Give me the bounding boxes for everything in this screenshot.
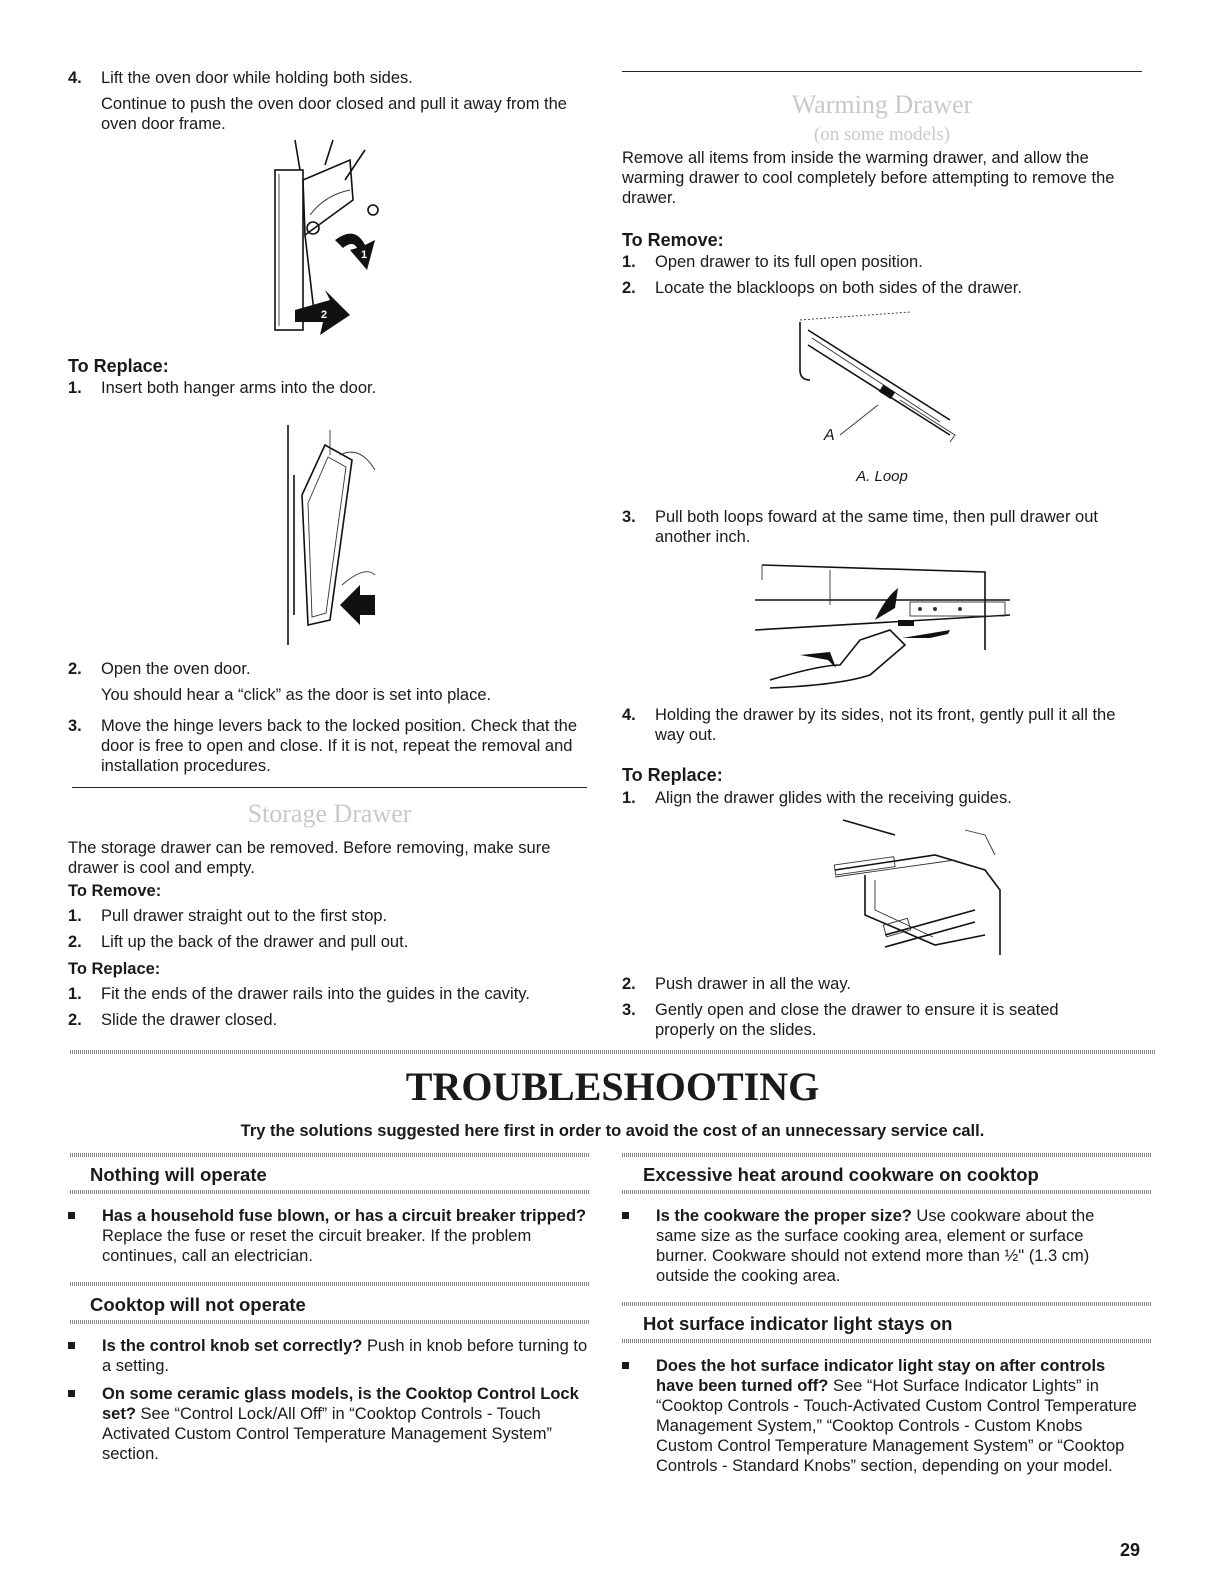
to-replace-heading: To Replace: (68, 356, 169, 376)
loop-caption: A. Loop (856, 468, 908, 485)
storage-replace-heading: To Replace: (68, 960, 161, 978)
step-text: Holding the drawer by its sides, not its front, gently pull it all the way out. (655, 706, 1116, 744)
section-divider (622, 71, 1142, 72)
excessive-heat-heading: Excessive heat around cookware on cooktop (643, 1164, 1039, 1185)
answer: Use cookware about the same size as the surface cooking area, element or surface burner. Cookware should not extend more than ½" (1.3 cm) outside the cooking area. (656, 1207, 1095, 1285)
troubleshooting-subtitle: Try the solutions suggested here first in order to avoid the cost of an unnecessary service call. (240, 1122, 985, 1140)
heading-rule-bottom (70, 1190, 590, 1194)
step-number: 3. (68, 717, 82, 735)
warming-replace-heading: To Replace: (622, 765, 723, 785)
answer: See “Hot Surface Indicator Lights” in “Cooktop Controls - Touch-Activated Custom Control Temperature Management System,” “Cooktop Controls - Custom Knobs Custom Control Temperature Management System” or “Cooktop Controls - Standard Knobs” section, depending on your model. (656, 1377, 1137, 1475)
question: Has a household fuse blown, or has a circuit breaker tripped? (102, 1207, 587, 1225)
step-text: Open drawer to its full open position. (655, 253, 923, 271)
step-text: Insert both hanger arms into the door. (101, 379, 377, 397)
step-number: 3. (622, 508, 636, 526)
loop-label: A (824, 427, 835, 444)
step-number: 3. (622, 1001, 636, 1019)
warming-drawer-subtitle: (on some models) (813, 124, 951, 145)
warming-drawer-title: Warming Drawer (791, 90, 973, 119)
bullet-square (622, 1362, 629, 1369)
nothing-will-operate-heading: Nothing will operate (90, 1164, 267, 1185)
step-number: 2. (68, 660, 82, 678)
step-text: Move the hinge levers back to the locked position. Check that the door is free to open and close. If it is not, repeat the removal and installation procedures. (101, 717, 578, 775)
step-number: 2. (622, 975, 636, 993)
step-number: 2. (68, 933, 82, 951)
pull-loops-illustration (730, 560, 1010, 690)
step-number: 1. (622, 789, 636, 807)
step-text: Slide the drawer closed. (101, 1011, 278, 1029)
step-number: 4. (68, 69, 82, 87)
step-note: Continue to push the oven door closed and pull it away from the oven door frame. (101, 95, 567, 133)
svg-text:1: 1 (361, 249, 368, 261)
heading-rule-top (70, 1282, 590, 1286)
heading-rule-top (70, 1153, 590, 1157)
warming-remove-heading: To Remove: (622, 230, 724, 250)
troubleshooting-title: TROUBLESHOOTING (405, 1064, 820, 1109)
question: On some ceramic glass models, is the Cooktop Control Lock set? (102, 1385, 579, 1423)
answer: Replace the fuse or reset the circuit breaker. If the problem continues, call an electrician. (102, 1227, 532, 1265)
hot-surface-heading: Hot surface indicator light stays on (643, 1313, 953, 1334)
step-text: Lift the oven door while holding both sides. (101, 69, 413, 87)
heading-rule-bottom (70, 1320, 590, 1324)
page-number: 29 (1119, 1540, 1140, 1560)
bullet-square (68, 1390, 75, 1397)
storage-drawer-intro: The storage drawer can be removed. Before removing, make sure drawer is cool and empty. (68, 839, 551, 877)
heading-rule-top (622, 1302, 1152, 1306)
step-text: Pull both loops foward at the same time, then pull drawer out another inch. (655, 508, 1098, 546)
step-number: 1. (68, 985, 82, 1003)
bullet-square (622, 1212, 629, 1219)
cooktop-will-not-operate-heading: Cooktop will not operate (90, 1294, 306, 1315)
step-note: You should hear a “click” as the door is set into place. (101, 686, 492, 704)
step-number: 2. (68, 1011, 82, 1029)
step-text: Pull drawer straight out to the first stop. (101, 907, 388, 925)
step-number: 1. (68, 907, 82, 925)
hanger-arms-illustration (280, 415, 380, 645)
step-text: Gently open and close the drawer to ensure it is seated properly on the slides. (655, 1001, 1059, 1039)
drawer-loop-illustration (790, 310, 965, 455)
step-text: Push drawer in all the way. (655, 975, 851, 993)
question: Does the hot surface indicator light stay on after controls have been turned off? (656, 1357, 1106, 1395)
step-number: 4. (622, 706, 636, 724)
answer: Push in knob before turning to a setting. (102, 1337, 588, 1375)
warming-drawer-intro: Remove all items from inside the warming drawer, and allow the warming drawer to cool completely before attempting to remove the drawer. (622, 149, 1115, 207)
step-number: 2. (622, 279, 636, 297)
heading-rule-top (622, 1153, 1152, 1157)
lift-door-illustration (255, 140, 368, 340)
section-divider (72, 787, 587, 788)
troubleshooting-divider (70, 1050, 1155, 1054)
step-number: 1. (622, 253, 636, 271)
step-text: Align the drawer glides with the receiving guides. (655, 789, 1012, 807)
storage-drawer-title: Storage Drawer (247, 799, 412, 828)
bullet-square (68, 1342, 75, 1349)
align-glides-illustration (835, 815, 1010, 960)
step-number: 1. (68, 379, 82, 397)
answer: See “Control Lock/All Off” in “Cooktop Controls - Touch Activated Custom Control Temperature Management System” section. (102, 1405, 552, 1463)
step-text: Lift up the back of the drawer and pull out. (101, 933, 409, 951)
question: Is the control knob set correctly? (102, 1337, 363, 1355)
question: Is the cookware the proper size? (656, 1207, 912, 1225)
step-text: Locate the blackloops on both sides of the drawer. (655, 279, 1022, 297)
heading-rule-bottom (622, 1190, 1152, 1194)
step-text: Fit the ends of the drawer rails into the guides in the cavity. (101, 985, 530, 1003)
step-text: Open the oven door. (101, 660, 251, 678)
storage-remove-heading: To Remove: (68, 882, 162, 900)
bullet-square (68, 1212, 75, 1219)
heading-rule-bottom (622, 1339, 1152, 1343)
svg-text:2: 2 (321, 309, 328, 321)
